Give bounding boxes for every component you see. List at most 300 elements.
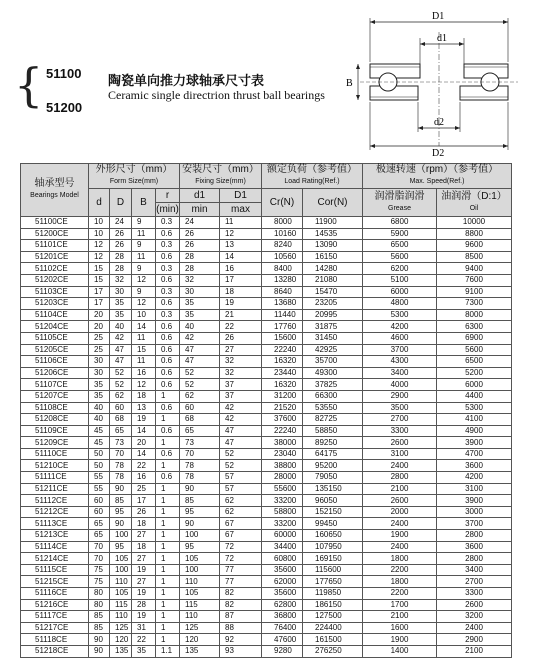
cell-grease: 6800 (363, 217, 437, 229)
cell-model: 51206CE (21, 367, 89, 379)
cell-D1: 93 (220, 645, 262, 657)
table-row (21, 274, 512, 286)
cell-D: 65 (110, 425, 132, 437)
cell-cor: 115600 (303, 564, 363, 576)
cell-r: 1 (156, 622, 180, 634)
cell-d: 70 (89, 553, 110, 565)
cell-model: 51212CE (21, 506, 89, 518)
cell-D: 135 (110, 645, 132, 657)
cell-B: 19 (132, 588, 156, 600)
table-row (21, 321, 512, 333)
cell-grease: 2800 (363, 472, 437, 484)
cell-D1: 62 (220, 506, 262, 518)
cell-cr: 34400 (262, 541, 303, 553)
cell-D1: 37 (220, 379, 262, 391)
cell-grease: 3500 (363, 402, 437, 414)
cell-grease: 6000 (363, 286, 437, 298)
cell-D: 60 (110, 402, 132, 414)
header-d1-sub: min (180, 203, 220, 217)
cell-cor: 135150 (303, 483, 363, 495)
cell-cor: 99450 (303, 518, 363, 530)
cell-B: 18 (132, 518, 156, 530)
cell-D: 110 (110, 576, 132, 588)
cell-r: 0.6 (156, 448, 180, 460)
cell-grease: 1900 (363, 634, 437, 646)
cell-D: 110 (110, 611, 132, 623)
cell-d1: 78 (180, 460, 220, 472)
cell-B: 10 (132, 309, 156, 321)
cell-D: 73 (110, 437, 132, 449)
cell-D1: 14 (220, 251, 262, 263)
cell-oil: 4100 (437, 414, 512, 426)
cell-cor: 169150 (303, 553, 363, 565)
code-top: 51100 (46, 66, 82, 81)
cell-r: 0.6 (156, 379, 180, 391)
cell-d: 17 (89, 286, 110, 298)
cell-B: 22 (132, 460, 156, 472)
cell-cor: 49300 (303, 367, 363, 379)
cell-d: 80 (89, 588, 110, 600)
cell-oil: 6000 (437, 379, 512, 391)
cell-oil: 5200 (437, 367, 512, 379)
cell-cr: 16320 (262, 356, 303, 368)
cell-grease: 1400 (363, 645, 437, 657)
cell-oil: 3200 (437, 611, 512, 623)
cell-d1: 100 (180, 530, 220, 542)
header-model (21, 164, 89, 217)
cell-cor: 14280 (303, 263, 363, 275)
cell-oil: 2100 (437, 645, 512, 657)
cell-d: 10 (89, 228, 110, 240)
header-grease (363, 189, 437, 217)
cell-D: 105 (110, 588, 132, 600)
cell-model: 51209CE (21, 437, 89, 449)
cell-r: 0.3 (156, 286, 180, 298)
cell-D1: 52 (220, 448, 262, 460)
cell-D1: 11 (220, 217, 262, 229)
cell-B: 12 (132, 298, 156, 310)
cell-r: 1 (156, 460, 180, 472)
cell-d: 85 (89, 611, 110, 623)
cell-B: 11 (132, 356, 156, 368)
cell-cr: 62800 (262, 599, 303, 611)
cell-oil: 2400 (437, 622, 512, 634)
table-row (21, 460, 512, 472)
cell-D1: 13 (220, 240, 262, 252)
cell-D: 35 (110, 309, 132, 321)
cell-B: 27 (132, 530, 156, 542)
cell-grease: 4800 (363, 298, 437, 310)
cell-cr: 60800 (262, 553, 303, 565)
cell-grease: 2200 (363, 588, 437, 600)
header-load-en: Load Rating(Ref.) (284, 178, 340, 185)
cell-model: 51114CE (21, 541, 89, 553)
cell-D1: 37 (220, 390, 262, 402)
cell-d1: 40 (180, 321, 220, 333)
cell-d: 20 (89, 309, 110, 321)
cell-cor: 23205 (303, 298, 363, 310)
cell-oil: 8800 (437, 228, 512, 240)
cell-d1: 35 (180, 298, 220, 310)
cell-B: 19 (132, 611, 156, 623)
cell-d: 65 (89, 518, 110, 530)
table-row (21, 472, 512, 484)
cell-D1: 57 (220, 472, 262, 484)
cell-grease: 2000 (363, 506, 437, 518)
cell-d1: 24 (180, 217, 220, 229)
cell-r: 1 (156, 599, 180, 611)
cell-d1: 95 (180, 506, 220, 518)
cell-B: 26 (132, 506, 156, 518)
cell-cor: 21080 (303, 274, 363, 286)
table-row (21, 530, 512, 542)
cell-B: 25 (132, 483, 156, 495)
cell-oil: 3900 (437, 495, 512, 507)
cell-oil: 2800 (437, 530, 512, 542)
cell-B: 27 (132, 576, 156, 588)
cell-model: 51106CE (21, 356, 89, 368)
header-B: B (132, 189, 156, 217)
cell-d1: 68 (180, 414, 220, 426)
cell-d1: 47 (180, 356, 220, 368)
cell-D1: 77 (220, 564, 262, 576)
cell-d: 35 (89, 379, 110, 391)
cell-D1: 62 (220, 495, 262, 507)
header-D1: D1 (220, 189, 262, 203)
cell-B: 15 (132, 344, 156, 356)
cell-cr: 76400 (262, 622, 303, 634)
cell-oil: 3400 (437, 564, 512, 576)
cell-cr: 8400 (262, 263, 303, 275)
cell-d: 25 (89, 344, 110, 356)
cell-d1: 60 (180, 402, 220, 414)
cell-D1: 92 (220, 634, 262, 646)
cell-cr: 38800 (262, 460, 303, 472)
cell-model: 51109CE (21, 425, 89, 437)
table-row (21, 298, 512, 310)
cell-D: 125 (110, 622, 132, 634)
cell-r: 1 (156, 506, 180, 518)
cell-cr: 38000 (262, 437, 303, 449)
cell-grease: 4000 (363, 379, 437, 391)
header (0, 0, 540, 160)
cell-model: 51204CE (21, 321, 89, 333)
table-row (21, 483, 512, 495)
cell-grease: 5600 (363, 251, 437, 263)
cell-cor: 107950 (303, 541, 363, 553)
header-model-en: Bearings Model (30, 192, 79, 199)
cell-oil: 8000 (437, 309, 512, 321)
cell-oil: 5300 (437, 402, 512, 414)
cell-B: 12 (132, 379, 156, 391)
cell-grease: 1800 (363, 576, 437, 588)
cell-D: 40 (110, 321, 132, 333)
cell-cr: 36800 (262, 611, 303, 623)
cell-B: 19 (132, 414, 156, 426)
cell-model: 51112CE (21, 495, 89, 507)
cell-cr: 8640 (262, 286, 303, 298)
cell-D: 62 (110, 390, 132, 402)
table-row (21, 414, 512, 426)
cell-D: 95 (110, 541, 132, 553)
cell-cor: 119850 (303, 588, 363, 600)
header-form (89, 164, 180, 189)
cell-d: 10 (89, 217, 110, 229)
header-load (262, 164, 363, 189)
cell-D1: 52 (220, 460, 262, 472)
cell-cor: 20995 (303, 309, 363, 321)
header-cr: Cr(N) (262, 189, 303, 217)
cell-d: 30 (89, 367, 110, 379)
cell-cor: 15470 (303, 286, 363, 298)
cell-cr: 47600 (262, 634, 303, 646)
table-row (21, 611, 512, 623)
cell-cor: 96050 (303, 495, 363, 507)
cell-r: 1 (156, 530, 180, 542)
cell-d: 65 (89, 530, 110, 542)
table-row (21, 599, 512, 611)
table-body (21, 217, 512, 658)
table-row (21, 251, 512, 263)
cell-oil: 8500 (437, 251, 512, 263)
title-cn: 陶瓷单向推力球轴承尺寸表 (108, 74, 265, 89)
cell-D1: 67 (220, 518, 262, 530)
cell-d: 70 (89, 541, 110, 553)
cell-cr: 9280 (262, 645, 303, 657)
cell-B: 9 (132, 217, 156, 229)
cell-r: 0.6 (156, 367, 180, 379)
bearing-drawing (340, 6, 532, 156)
cell-cr: 8240 (262, 240, 303, 252)
cell-r: 0.6 (156, 332, 180, 344)
cell-B: 16 (132, 472, 156, 484)
cell-cor: 11900 (303, 217, 363, 229)
cell-cr: 13680 (262, 298, 303, 310)
cell-B: 9 (132, 286, 156, 298)
cell-D1: 42 (220, 414, 262, 426)
cell-d1: 26 (180, 240, 220, 252)
cell-grease: 5900 (363, 228, 437, 240)
cell-grease: 2400 (363, 518, 437, 530)
cell-grease: 6200 (363, 263, 437, 275)
cell-oil: 2800 (437, 553, 512, 565)
cell-model: 51108CE (21, 402, 89, 414)
cell-D: 28 (110, 251, 132, 263)
cell-grease: 2700 (363, 414, 437, 426)
cell-d1: 78 (180, 472, 220, 484)
cell-model: 51104CE (21, 309, 89, 321)
cell-cr: 23440 (262, 367, 303, 379)
header-speed-cn: 极速转速（rpm）（参考值） (375, 164, 499, 175)
cell-r: 0.6 (156, 298, 180, 310)
cell-cr: 21520 (262, 402, 303, 414)
cell-B: 9 (132, 263, 156, 275)
header-form-en: Form Size(mm) (109, 178, 159, 185)
cell-d1: 120 (180, 634, 220, 646)
cell-d1: 85 (180, 495, 220, 507)
table-row (21, 286, 512, 298)
cell-d1: 47 (180, 344, 220, 356)
cell-d: 50 (89, 460, 110, 472)
cell-r: 1 (156, 437, 180, 449)
table-row (21, 437, 512, 449)
cell-D: 70 (110, 448, 132, 460)
cell-grease: 2600 (363, 437, 437, 449)
cell-d1: 28 (180, 251, 220, 263)
cell-oil: 7600 (437, 274, 512, 286)
cell-d1: 95 (180, 541, 220, 553)
cell-D1: 22 (220, 321, 262, 333)
cell-cr: 35600 (262, 588, 303, 600)
cell-model: 51103CE (21, 286, 89, 298)
table-row (21, 645, 512, 657)
cell-d: 15 (89, 274, 110, 286)
cell-oil: 6900 (437, 332, 512, 344)
cell-B: 11 (132, 228, 156, 240)
header-speed (363, 164, 512, 189)
header-D1-sub: max (220, 203, 262, 217)
cell-grease: 6500 (363, 240, 437, 252)
cell-grease: 2100 (363, 483, 437, 495)
cell-D: 47 (110, 356, 132, 368)
cell-D: 90 (110, 518, 132, 530)
cell-d: 45 (89, 437, 110, 449)
cell-D1: 12 (220, 228, 262, 240)
cell-oil: 4400 (437, 390, 512, 402)
cell-D1: 17 (220, 274, 262, 286)
cell-r: 0.6 (156, 274, 180, 286)
cell-d1: 30 (180, 286, 220, 298)
cell-d: 85 (89, 622, 110, 634)
cell-d1: 42 (180, 332, 220, 344)
cell-D: 78 (110, 472, 132, 484)
cell-grease: 3300 (363, 425, 437, 437)
cell-B: 16 (132, 367, 156, 379)
cell-d1: 135 (180, 645, 220, 657)
table-row (21, 402, 512, 414)
cell-B: 11 (132, 332, 156, 344)
table-row (21, 263, 512, 275)
header-r: r (156, 189, 180, 203)
cell-D: 90 (110, 483, 132, 495)
cell-D1: 42 (220, 402, 262, 414)
table-row (21, 356, 512, 368)
cell-d1: 62 (180, 390, 220, 402)
cell-cor: 42925 (303, 344, 363, 356)
cell-oil: 4200 (437, 472, 512, 484)
cell-model: 51205CE (21, 344, 89, 356)
cell-d: 15 (89, 263, 110, 275)
cell-model: 51116CE (21, 588, 89, 600)
cell-d1: 110 (180, 611, 220, 623)
cell-cor: 186150 (303, 599, 363, 611)
cell-cor: 53550 (303, 402, 363, 414)
cell-B: 20 (132, 437, 156, 449)
cell-D1: 57 (220, 483, 262, 495)
header-load-cn: 额定负荷（参考值） (267, 164, 357, 175)
cell-model: 51118CE (21, 634, 89, 646)
cell-grease: 2200 (363, 564, 437, 576)
cell-d: 55 (89, 483, 110, 495)
cell-D1: 72 (220, 553, 262, 565)
cell-oil: 5600 (437, 344, 512, 356)
cell-cr: 35600 (262, 564, 303, 576)
table-row (21, 518, 512, 530)
cell-model: 51200CE (21, 228, 89, 240)
cell-model: 51203CE (21, 298, 89, 310)
cell-grease: 2900 (363, 390, 437, 402)
cell-d: 30 (89, 356, 110, 368)
cell-cr: 22240 (262, 425, 303, 437)
cell-B: 18 (132, 541, 156, 553)
cell-d: 75 (89, 576, 110, 588)
cell-B: 14 (132, 321, 156, 333)
cell-D1: 82 (220, 599, 262, 611)
cell-r: 1 (156, 564, 180, 576)
header-grease-cn: 润滑脂润滑 (374, 190, 425, 202)
cell-oil: 3900 (437, 437, 512, 449)
cell-cor: 58850 (303, 425, 363, 437)
header-speed-en: Max. Speed(Ref.) (409, 178, 465, 185)
cell-d1: 105 (180, 588, 220, 600)
cell-grease: 1800 (363, 553, 437, 565)
label-D1: D1 (432, 11, 445, 22)
label-D2: D2 (432, 148, 445, 156)
cell-D: 100 (110, 564, 132, 576)
cell-oil: 2900 (437, 634, 512, 646)
cell-grease: 2400 (363, 541, 437, 553)
table-row (21, 344, 512, 356)
cell-r: 1 (156, 553, 180, 565)
table-row (21, 390, 512, 402)
header-fix-cn: 安装尺寸（mm） (182, 164, 259, 175)
cell-d: 45 (89, 425, 110, 437)
cell-oil: 6300 (437, 321, 512, 333)
cell-oil: 2700 (437, 576, 512, 588)
cell-oil: 9600 (437, 240, 512, 252)
cell-model: 51216CE (21, 599, 89, 611)
cell-grease: 4600 (363, 332, 437, 344)
cell-cr: 17760 (262, 321, 303, 333)
cell-d: 25 (89, 332, 110, 344)
cell-d: 55 (89, 472, 110, 484)
cell-oil: 4900 (437, 425, 512, 437)
table-row (21, 553, 512, 565)
cell-oil: 10000 (437, 217, 512, 229)
cell-B: 28 (132, 599, 156, 611)
cell-D1: 72 (220, 541, 262, 553)
cell-oil: 3100 (437, 483, 512, 495)
cell-d: 60 (89, 506, 110, 518)
cell-cor: 160650 (303, 530, 363, 542)
label-d1: d1 (437, 33, 447, 44)
header-oil-cn: 油润滑（D:1） (441, 190, 507, 202)
cell-cor: 127500 (303, 611, 363, 623)
cell-d1: 52 (180, 367, 220, 379)
cell-B: 22 (132, 634, 156, 646)
cell-D: 105 (110, 553, 132, 565)
cell-model: 51211CE (21, 483, 89, 495)
cell-cr: 10160 (262, 228, 303, 240)
cell-r: 1 (156, 541, 180, 553)
table-row (21, 564, 512, 576)
cell-D: 32 (110, 274, 132, 286)
cell-model: 51217CE (21, 622, 89, 634)
cell-D1: 88 (220, 622, 262, 634)
cell-d1: 115 (180, 599, 220, 611)
cell-cor: 37825 (303, 379, 363, 391)
cell-cr: 31200 (262, 390, 303, 402)
